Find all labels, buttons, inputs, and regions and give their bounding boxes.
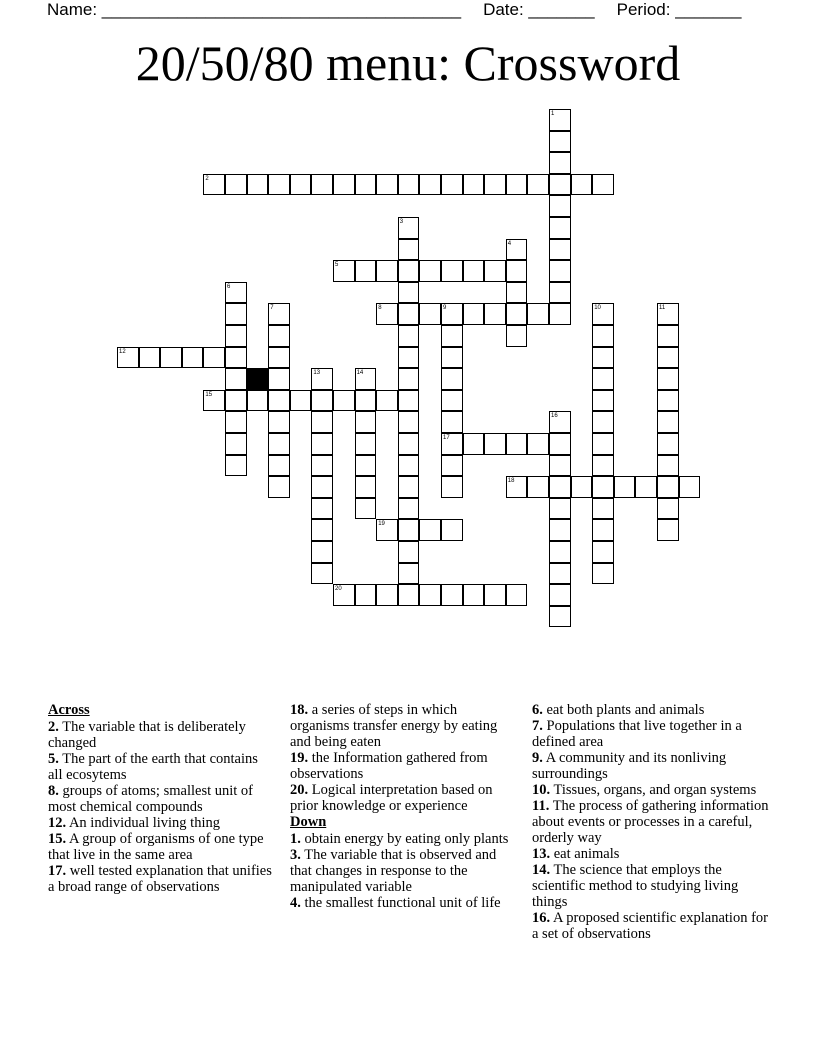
clue-item xyxy=(532,750,772,782)
clue-item xyxy=(290,831,520,847)
clue-text: groups of atoms; smallest unit of most chemical compounds xyxy=(48,783,253,815)
across-clue-list xyxy=(48,719,273,895)
clue-number: 8 xyxy=(378,305,382,312)
grid-cell[interactable] xyxy=(657,455,679,477)
grid-cell[interactable] xyxy=(484,174,506,196)
grid-cell[interactable] xyxy=(549,239,571,261)
grid-cell[interactable] xyxy=(376,260,398,282)
grid-cell[interactable] xyxy=(592,563,614,585)
grid-cell[interactable] xyxy=(484,303,506,325)
grid-cell[interactable] xyxy=(311,390,333,412)
grid-cell[interactable] xyxy=(419,584,441,606)
grid-cell[interactable] xyxy=(268,455,290,477)
down-clue-list xyxy=(290,831,520,911)
grid-cell[interactable] xyxy=(506,282,528,304)
grid-cell[interactable] xyxy=(441,390,463,412)
clue-number-label: 8. xyxy=(48,783,59,799)
grid-cell[interactable] xyxy=(355,476,377,498)
grid-cell[interactable] xyxy=(311,563,333,585)
grid-cell[interactable] xyxy=(225,433,247,455)
clue-item xyxy=(532,702,772,718)
grid-cell[interactable] xyxy=(419,174,441,196)
clue-item xyxy=(290,847,520,895)
clue-number-label: 18. xyxy=(290,702,309,718)
grid-cell[interactable] xyxy=(463,260,485,282)
period-field: Period: _______ xyxy=(616,0,742,19)
grid-cell[interactable] xyxy=(225,347,247,369)
grid-cell[interactable] xyxy=(398,433,420,455)
clue-item xyxy=(48,831,273,863)
grid-cell[interactable] xyxy=(398,260,420,282)
clue-number: 16 xyxy=(551,413,558,420)
grid-cell[interactable] xyxy=(592,476,614,498)
clue-text: The process of gathering information about events or processes in a careful, orderly way xyxy=(532,798,769,846)
grid-cell[interactable] xyxy=(355,390,377,412)
clue-number-label: 19. xyxy=(290,750,309,766)
clue-text: Logical interpretation based on prior knowledge or experience xyxy=(290,782,493,814)
grid-cell[interactable] xyxy=(355,411,377,433)
grid-cell[interactable] xyxy=(290,390,312,412)
grid-cell[interactable] xyxy=(398,455,420,477)
grid-cell[interactable] xyxy=(268,368,290,390)
grid-cell[interactable] xyxy=(549,455,571,477)
grid-cell[interactable] xyxy=(311,411,333,433)
clue-number: 2 xyxy=(205,175,209,182)
grid-cell[interactable] xyxy=(225,455,247,477)
grid-cell[interactable] xyxy=(506,174,528,196)
clue-number: 6 xyxy=(227,283,231,290)
grid-cell[interactable] xyxy=(592,498,614,520)
clue-item xyxy=(290,895,520,911)
clues-column-1 xyxy=(48,702,273,895)
clues-column-3 xyxy=(532,702,772,942)
grid-cell[interactable] xyxy=(463,174,485,196)
grid-cell[interactable] xyxy=(311,455,333,477)
clue-number-label: 12. xyxy=(48,815,67,831)
grid-cell[interactable] xyxy=(225,368,247,390)
date-field: Date: _______ xyxy=(483,0,595,19)
grid-cell[interactable] xyxy=(311,433,333,455)
clue-number-label: 10. xyxy=(532,782,551,798)
grid-cell[interactable] xyxy=(527,303,549,325)
grid-cell[interactable] xyxy=(592,390,614,412)
grid-cell[interactable] xyxy=(571,476,593,498)
clue-item xyxy=(48,751,273,783)
grid-cell[interactable] xyxy=(268,411,290,433)
grid-cell[interactable] xyxy=(592,174,614,196)
clue-number-label: 3. xyxy=(290,847,301,863)
grid-cell[interactable] xyxy=(657,498,679,520)
grid-cell[interactable] xyxy=(419,260,441,282)
grid-cell[interactable] xyxy=(484,584,506,606)
clue-number: 19 xyxy=(378,521,385,528)
clue-text: Populations that live together in a defined area xyxy=(532,718,742,750)
clue-text: An individual living thing xyxy=(66,815,220,831)
grid-cell[interactable] xyxy=(592,368,614,390)
grid-cell[interactable] xyxy=(225,303,247,325)
grid-cell[interactable] xyxy=(592,455,614,477)
grid-cell[interactable] xyxy=(311,541,333,563)
grid-cell[interactable] xyxy=(592,347,614,369)
clue-number: 17 xyxy=(443,435,450,441)
grid-cell[interactable] xyxy=(441,584,463,606)
clue-text: obtain energy by eating only plants xyxy=(300,831,509,847)
clue-number: 10 xyxy=(594,305,601,312)
grid-cell[interactable] xyxy=(398,541,420,563)
grid-cell[interactable] xyxy=(463,433,485,455)
grid-cell[interactable] xyxy=(679,476,701,498)
clue-text: The part of the earth that contains all ecosytems xyxy=(48,751,258,783)
clue-text: A community and its nonliving surroundings xyxy=(532,750,727,782)
clue-number-label: 17. xyxy=(48,863,67,879)
grid-cell[interactable] xyxy=(592,433,614,455)
grid-cell[interactable] xyxy=(268,174,290,196)
clue-text: A group of organisms of one type that live in the same area xyxy=(48,831,264,863)
grid-cell[interactable] xyxy=(549,606,571,628)
grid-cell[interactable] xyxy=(527,433,549,455)
grid-cell[interactable] xyxy=(463,584,485,606)
grid-cell[interactable] xyxy=(657,519,679,541)
grid-cell[interactable] xyxy=(376,174,398,196)
grid-cell[interactable] xyxy=(441,260,463,282)
clue-number-label: 2. xyxy=(48,719,59,735)
clue-number-label: 11. xyxy=(532,798,550,814)
grid-cell[interactable] xyxy=(549,152,571,174)
clue-number: 18 xyxy=(507,478,515,485)
clue-number: 15 xyxy=(205,391,213,398)
grid-cell[interactable] xyxy=(592,325,614,347)
across-clue-list-continued xyxy=(290,702,520,814)
grid-cell[interactable] xyxy=(398,411,420,433)
clue-number-label: 15. xyxy=(48,831,67,847)
grid-cell[interactable] xyxy=(376,390,398,412)
grid-cell[interactable] xyxy=(225,411,247,433)
grid-cell[interactable] xyxy=(441,455,463,477)
grid-cell[interactable] xyxy=(311,174,333,196)
grid-cell[interactable] xyxy=(247,174,269,196)
black-cell xyxy=(247,368,269,390)
clue-item xyxy=(48,815,273,831)
grid-cell[interactable] xyxy=(657,476,679,498)
grid-cell[interactable] xyxy=(657,325,679,347)
grid-cell[interactable] xyxy=(592,519,614,541)
grid-cell[interactable] xyxy=(549,174,571,196)
clue-item xyxy=(532,782,772,798)
across-heading: Across xyxy=(48,702,90,718)
clue-number: 7 xyxy=(270,305,274,312)
grid-cell[interactable] xyxy=(549,563,571,585)
grid-cell[interactable] xyxy=(398,174,420,196)
grid-cell[interactable] xyxy=(441,476,463,498)
grid-cell[interactable] xyxy=(355,174,377,196)
grid-cell[interactable] xyxy=(549,498,571,520)
grid-cell[interactable] xyxy=(376,584,398,606)
clue-number-label: 6. xyxy=(532,702,543,718)
grid-cell[interactable] xyxy=(592,541,614,563)
clues-column-2 xyxy=(290,702,520,911)
grid-cell[interactable] xyxy=(571,174,593,196)
clue-number: 13 xyxy=(313,370,321,377)
grid-cell[interactable] xyxy=(549,584,571,606)
grid-cell[interactable] xyxy=(398,584,420,606)
clue-number-label: 7. xyxy=(532,718,543,734)
clue-number-label: 13. xyxy=(532,846,551,862)
grid-cell[interactable] xyxy=(549,195,571,217)
name-field: Name: ______________________________________ xyxy=(47,0,462,19)
grid-cell[interactable] xyxy=(268,347,290,369)
grid-cell[interactable] xyxy=(549,131,571,153)
grid-cell[interactable] xyxy=(419,519,441,541)
grid-cell[interactable] xyxy=(355,260,377,282)
down-heading: Down xyxy=(290,814,327,830)
clue-item xyxy=(48,719,273,751)
clue-text: The science that employs the scientific method to studying living things xyxy=(532,862,739,910)
clue-number-label: 4. xyxy=(290,895,301,911)
clue-text: the smallest functional unit of life xyxy=(300,895,501,911)
grid-cell[interactable] xyxy=(398,347,420,369)
grid-cell[interactable] xyxy=(398,519,420,541)
grid-cell[interactable] xyxy=(247,390,269,412)
down-clue-list-continued xyxy=(532,702,772,942)
grid-cell[interactable] xyxy=(657,347,679,369)
clue-text: The variable that is observed and that changes in response to the manipulated variable xyxy=(290,847,497,895)
grid-cell[interactable] xyxy=(311,519,333,541)
clue-number-label: 14. xyxy=(532,862,551,878)
grid-cell[interactable] xyxy=(398,239,420,261)
grid-cell[interactable] xyxy=(657,411,679,433)
clue-item xyxy=(290,750,520,782)
grid-cell[interactable] xyxy=(441,347,463,369)
grid-cell[interactable] xyxy=(549,217,571,239)
grid-cell[interactable] xyxy=(311,476,333,498)
clue-item xyxy=(290,702,520,750)
clue-item xyxy=(532,718,772,750)
grid-cell[interactable] xyxy=(182,347,204,369)
clue-item xyxy=(532,910,772,942)
clue-number: 20 xyxy=(335,586,342,593)
grid-cell[interactable] xyxy=(333,174,355,196)
grid-cell[interactable] xyxy=(441,174,463,196)
grid-cell[interactable] xyxy=(398,325,420,347)
clue-number: 14 xyxy=(356,370,364,377)
grid-cell[interactable] xyxy=(398,368,420,390)
grid-cell[interactable] xyxy=(203,347,225,369)
grid-cell[interactable] xyxy=(398,498,420,520)
grid-cell[interactable] xyxy=(355,455,377,477)
grid-cell[interactable] xyxy=(657,390,679,412)
clue-number: 9 xyxy=(443,305,447,312)
grid-cell[interactable] xyxy=(441,325,463,347)
grid-cell[interactable] xyxy=(419,303,441,325)
grid-cell[interactable] xyxy=(268,433,290,455)
clue-text: eat animals xyxy=(550,846,620,862)
clue-text: a series of steps in which organisms transfer energy by eating and being eaten xyxy=(290,702,498,750)
page-title: 20/50/80 menu: Crossword xyxy=(135,35,681,91)
clue-item xyxy=(532,862,772,910)
clue-number: 4 xyxy=(507,240,512,247)
clue-item xyxy=(532,846,772,862)
grid-cell[interactable] xyxy=(311,498,333,520)
clue-number: 1 xyxy=(551,111,555,117)
grid-cell[interactable] xyxy=(506,325,528,347)
grid-cell[interactable] xyxy=(549,541,571,563)
grid-cell[interactable] xyxy=(506,303,528,325)
clue-item xyxy=(48,783,273,815)
grid-cell[interactable] xyxy=(139,347,161,369)
grid-cell[interactable] xyxy=(592,411,614,433)
clue-item xyxy=(48,863,273,895)
clue-text: well tested explanation that unifies a broad range of observations xyxy=(48,863,272,895)
grid-cell[interactable] xyxy=(355,584,377,606)
grid-cell[interactable] xyxy=(355,498,377,520)
grid-cell[interactable] xyxy=(506,260,528,282)
grid-cell[interactable] xyxy=(549,476,571,498)
grid-cell[interactable] xyxy=(355,433,377,455)
grid-cell[interactable] xyxy=(441,519,463,541)
grid-cell[interactable] xyxy=(614,476,636,498)
grid-cell[interactable] xyxy=(441,411,463,433)
grid-cell[interactable] xyxy=(398,282,420,304)
clue-text: the Information gathered from observations xyxy=(290,750,488,782)
grid-cell[interactable] xyxy=(290,174,312,196)
grid-cell[interactable] xyxy=(506,433,528,455)
grid-cell[interactable] xyxy=(506,584,528,606)
grid-cell[interactable] xyxy=(268,325,290,347)
clue-item xyxy=(532,798,772,846)
clue-text: Tissues, organs, and organ systems xyxy=(550,782,757,798)
grid-cell[interactable] xyxy=(657,368,679,390)
grid-cell[interactable] xyxy=(463,303,485,325)
grid-cell[interactable] xyxy=(635,476,657,498)
grid-cell[interactable] xyxy=(225,174,247,196)
grid-cell[interactable] xyxy=(398,303,420,325)
clue-number: 12 xyxy=(119,348,126,355)
grid-cell[interactable] xyxy=(160,347,182,369)
grid-cell[interactable] xyxy=(549,433,571,455)
grid-cell[interactable] xyxy=(484,260,506,282)
clue-number-label: 20. xyxy=(290,782,309,798)
grid-cell[interactable] xyxy=(549,519,571,541)
grid-cell[interactable] xyxy=(549,303,571,325)
clue-number-label: 9. xyxy=(532,750,543,766)
grid-cell[interactable] xyxy=(549,260,571,282)
clue-item xyxy=(290,782,520,814)
clue-text: eat both plants and animals xyxy=(542,702,705,718)
grid-cell[interactable] xyxy=(398,476,420,498)
clue-text: The variable that is deliberately changed xyxy=(48,719,246,751)
clue-text: A proposed scientific explanation for a set of observations xyxy=(532,910,768,942)
grid-cell[interactable] xyxy=(657,433,679,455)
clue-number: 11 xyxy=(659,305,666,312)
grid-cell[interactable] xyxy=(268,476,290,498)
grid-cell[interactable] xyxy=(333,390,355,412)
grid-cell[interactable] xyxy=(225,390,247,412)
clue-number: 3 xyxy=(399,219,404,225)
grid-cell[interactable] xyxy=(527,476,549,498)
grid-cell[interactable] xyxy=(268,390,290,412)
grid-cell[interactable] xyxy=(549,282,571,304)
clue-number: 5 xyxy=(335,262,339,269)
grid-cell[interactable] xyxy=(398,390,420,412)
grid-cell[interactable] xyxy=(527,174,549,196)
grid-cell[interactable] xyxy=(441,368,463,390)
clue-number-label: 5. xyxy=(48,751,59,767)
grid-cell[interactable] xyxy=(225,325,247,347)
clue-number-label: 16. xyxy=(532,910,551,926)
grid-cell[interactable] xyxy=(484,433,506,455)
grid-cell[interactable] xyxy=(398,563,420,585)
clue-number-label: 1. xyxy=(290,831,301,847)
